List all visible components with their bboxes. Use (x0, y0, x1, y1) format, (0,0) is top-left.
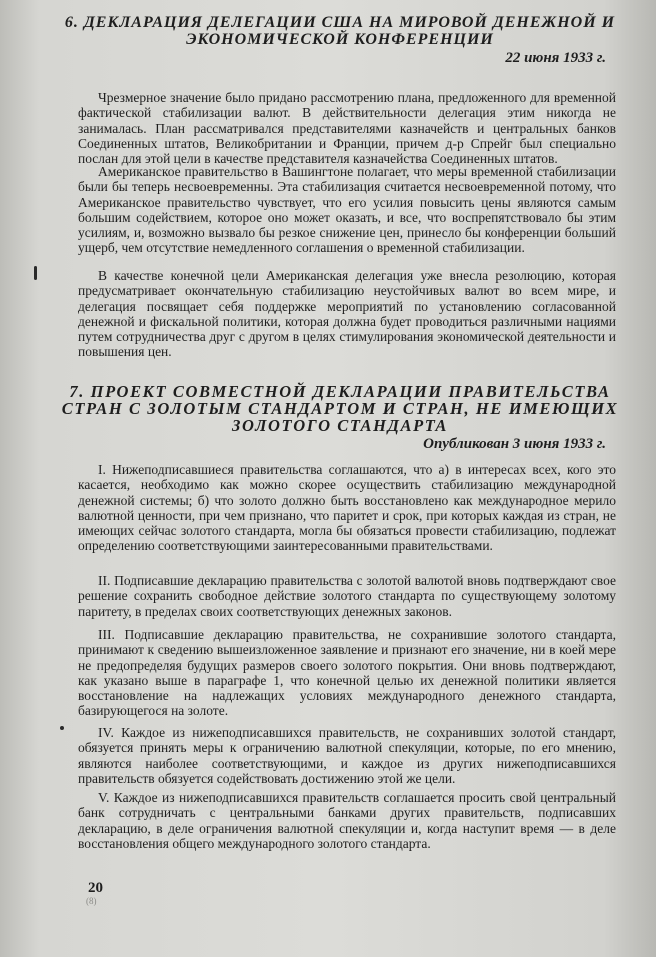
section-7-paragraph: II. Подписавшие декларацию правительства с золотой валютой вновь подтверждают свое решение сохранить свободное действие золотого стандарта по существующему золотому паритету, в пределах своих соответствующих денежных законов. (78, 573, 616, 619)
section-6-date: 22 июня 1933 г. (505, 50, 606, 66)
section-7-date: Опубликован 3 июня 1933 г. (423, 436, 606, 452)
section-6-paragraph: Чрезмерное значение было придано рассмотрению плана, предложенного для временной фактической стабилизации валют. В действительности делегация этим никогда не занималась. План рассматривался представителями казначейств и центральных банков Соединенных штатов, Великобритании и Франции, причем д-р Спрейг был специально послан для этой цели в качестве представителя казначейства Соединенных штатов. (78, 90, 616, 167)
section-7-paragraph: V. Каждое из нижеподписавшихся правительств соглашается просить свой центральный банк сотрудничать с центральными банками других правительств, подписавших декларацию, в деле ограничения валютной спекуляции и, когда наступит время — в деле восстановления общего международного золотого стандарта. (78, 790, 616, 851)
ink-speck (60, 726, 64, 730)
section-7-heading: 7. ПРОЕКТ СОВМЕСТНОЙ ДЕКЛАРАЦИИ ПРАВИТЕЛЬСТВА СТРАН С ЗОЛОТЫМ СТАНДАРТОМ И СТРАН, НЕ ИМЕЮЩИХ ЗОЛОТОГО СТАНДАРТА (61, 382, 619, 435)
section-7-paragraph: IV. Каждое из нижеподписавшихся правительств, не сохранивших золотой стандарт, обязуется принять меры к ограничению валютной спекуляции, которые, по его мнению, являются наиболее соответствующими, и каждое из других нижеподписавшихся правительств обязуется содействовать достижению этой же цели. (78, 725, 616, 786)
scan-mark: (8) (86, 896, 97, 906)
section-7-paragraph: I. Нижеподписавшиеся правительства соглашаются, что а) в интересах всех, кого это касается, необходимо как можно скорее осуществить стабилизацию международной денежной системы; б) что золото должно быть восстановлено как международное мерило валютной ценности, при чем признано, что паритет и срок, при которых каждая из стран, не имеющих сейчас золотого стандарта, могла бы обязаться провести стабилизацию, подлежат определению соответствующими заинтересованными правительствами. (78, 462, 616, 554)
section-6-paragraph: Американское правительство в Вашингтоне полагает, что меры временной стабилизации были бы теперь несвоевременны. Эта стабилизация считается несвоевременной потому, что Американское правительство чувствует, что его усилия повысить цены являются самым большим содействием, которое оно может оказать, и все, что воспрепятствовало бы этим усилиям, и, возможно вызвало бы резкое снижение цен, принесло бы конференции больший ущерб, чем отсутствие немедленного соглашения о временной стабилизации. (78, 164, 616, 256)
section-6-heading: 6. ДЕКЛАРАЦИЯ ДЕЛЕГАЦИИ США НА МИРОВОЙ ДЕНЕЖНОЙ И ЭКОНОМИЧЕСКОЙ КОНФЕРЕНЦИИ (64, 14, 616, 48)
ink-speck (34, 266, 37, 280)
section-6-paragraph: В качестве конечной цели Американская делегация уже внесла резолюцию, которая предусматривает окончательную стабилизацию неустойчивых валют во всем мире, и делегация посвящает себя поддержке мероприятий по установлению согласованной денежной и фискальной политики, которая должна будет проводиться различными нациями путем сотрудничества друг с другом в целях стимулирования экономической деятельности и повышения цен. (78, 268, 616, 360)
section-7-paragraph: III. Подписавшие декларацию правительства, не сохранившие золотого стандарта, принимают к сведению вышеизложенное заявление и признают его значение, ни в коей мере не предопределяя будущих размеров своего золотого покрытия. Они вновь подтверждают, как указано выше в параграфе 1, что конечной целью их денежной политики является восстановление на надлежащих условиях международного денежного стандарта, базирующегося на золоте. (78, 627, 616, 719)
page-number: 20 (88, 880, 103, 896)
